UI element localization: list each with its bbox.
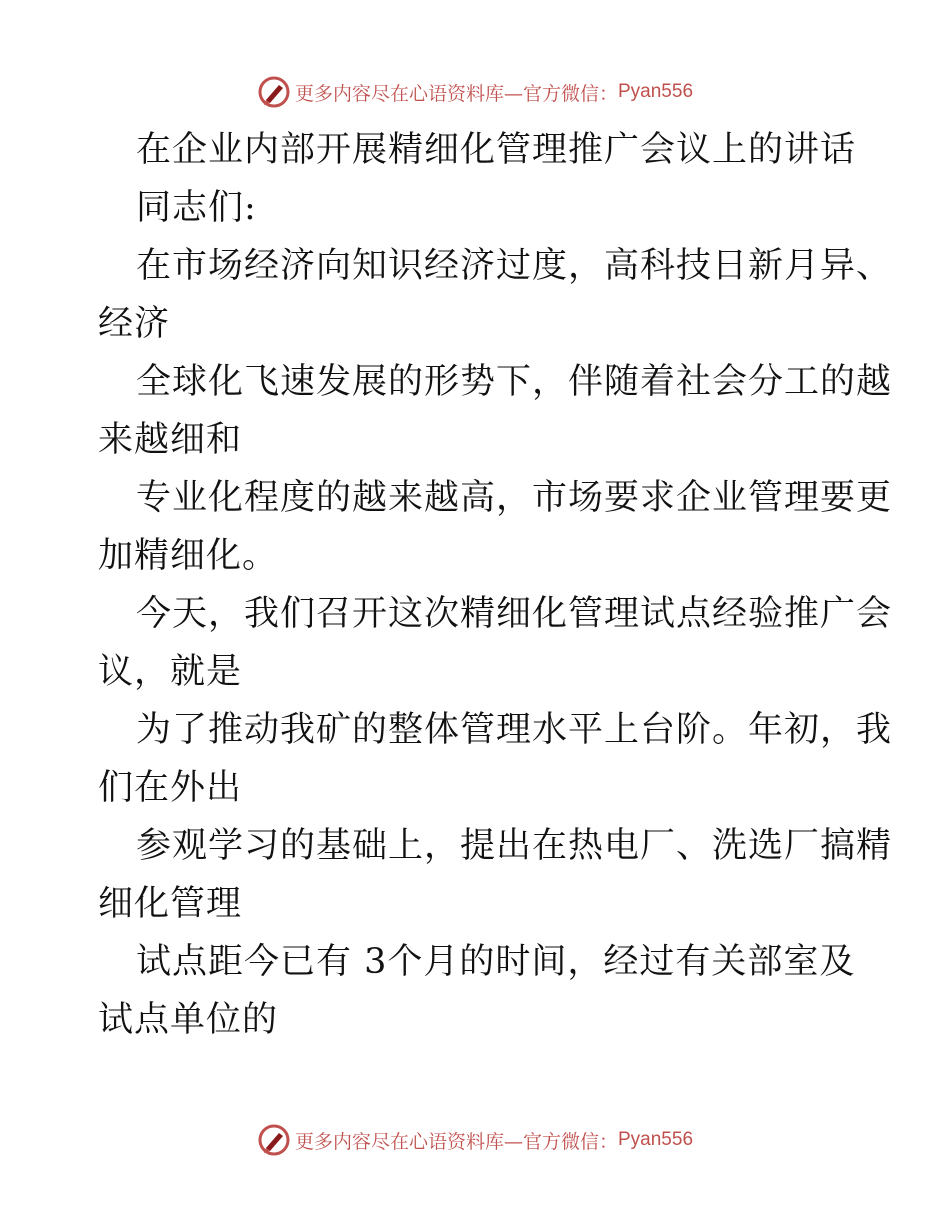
text-line: 试点距今已有 3个月的时间，经过有关部室及 (136, 942, 856, 982)
text-line: 议，就是 (98, 652, 243, 692)
pen-logo-icon (257, 1123, 291, 1157)
text-line: 经济 (98, 304, 171, 344)
text-line: 同志们: (136, 188, 257, 228)
footer-banner (0, 1120, 950, 1160)
wechat-id: Pyan556 (618, 1129, 694, 1150)
text-line: 专业化程度的越来越高，市场要求企业管理要更 (136, 478, 893, 518)
banner-text: 更多内容尽在心语资料库—官方微信： (294, 82, 618, 105)
text-line: 为了推动我矿的整体管理水平上台阶。年初，我 (136, 710, 893, 750)
document-body (98, 121, 893, 1049)
header-banner (0, 72, 950, 112)
pen-logo-icon (257, 75, 291, 109)
text-line: 全球化飞速发展的形势下，伴随着社会分工的越 (136, 362, 893, 402)
text-line: 在市场经济向知识经济过度，高科技日新月异、 (136, 246, 893, 286)
text-line: 在企业内部开展精细化管理推广会议上的讲话 (136, 130, 857, 170)
text-line: 今天，我们召开这次精细化管理试点经验推广会 (136, 594, 893, 634)
text-line: 细化管理 (98, 884, 243, 924)
wechat-id: Pyan556 (618, 81, 694, 102)
banner-text: 更多内容尽在心语资料库—官方微信： (294, 1130, 618, 1153)
text-line: 试点单位的 (98, 1000, 279, 1040)
text-line: 加精细化。 (98, 536, 279, 576)
text-line: 参观学习的基础上，提出在热电厂、洗选厂搞精 (136, 826, 893, 866)
text-line: 们在外出 (98, 768, 243, 808)
text-line: 来越细和 (98, 420, 243, 460)
